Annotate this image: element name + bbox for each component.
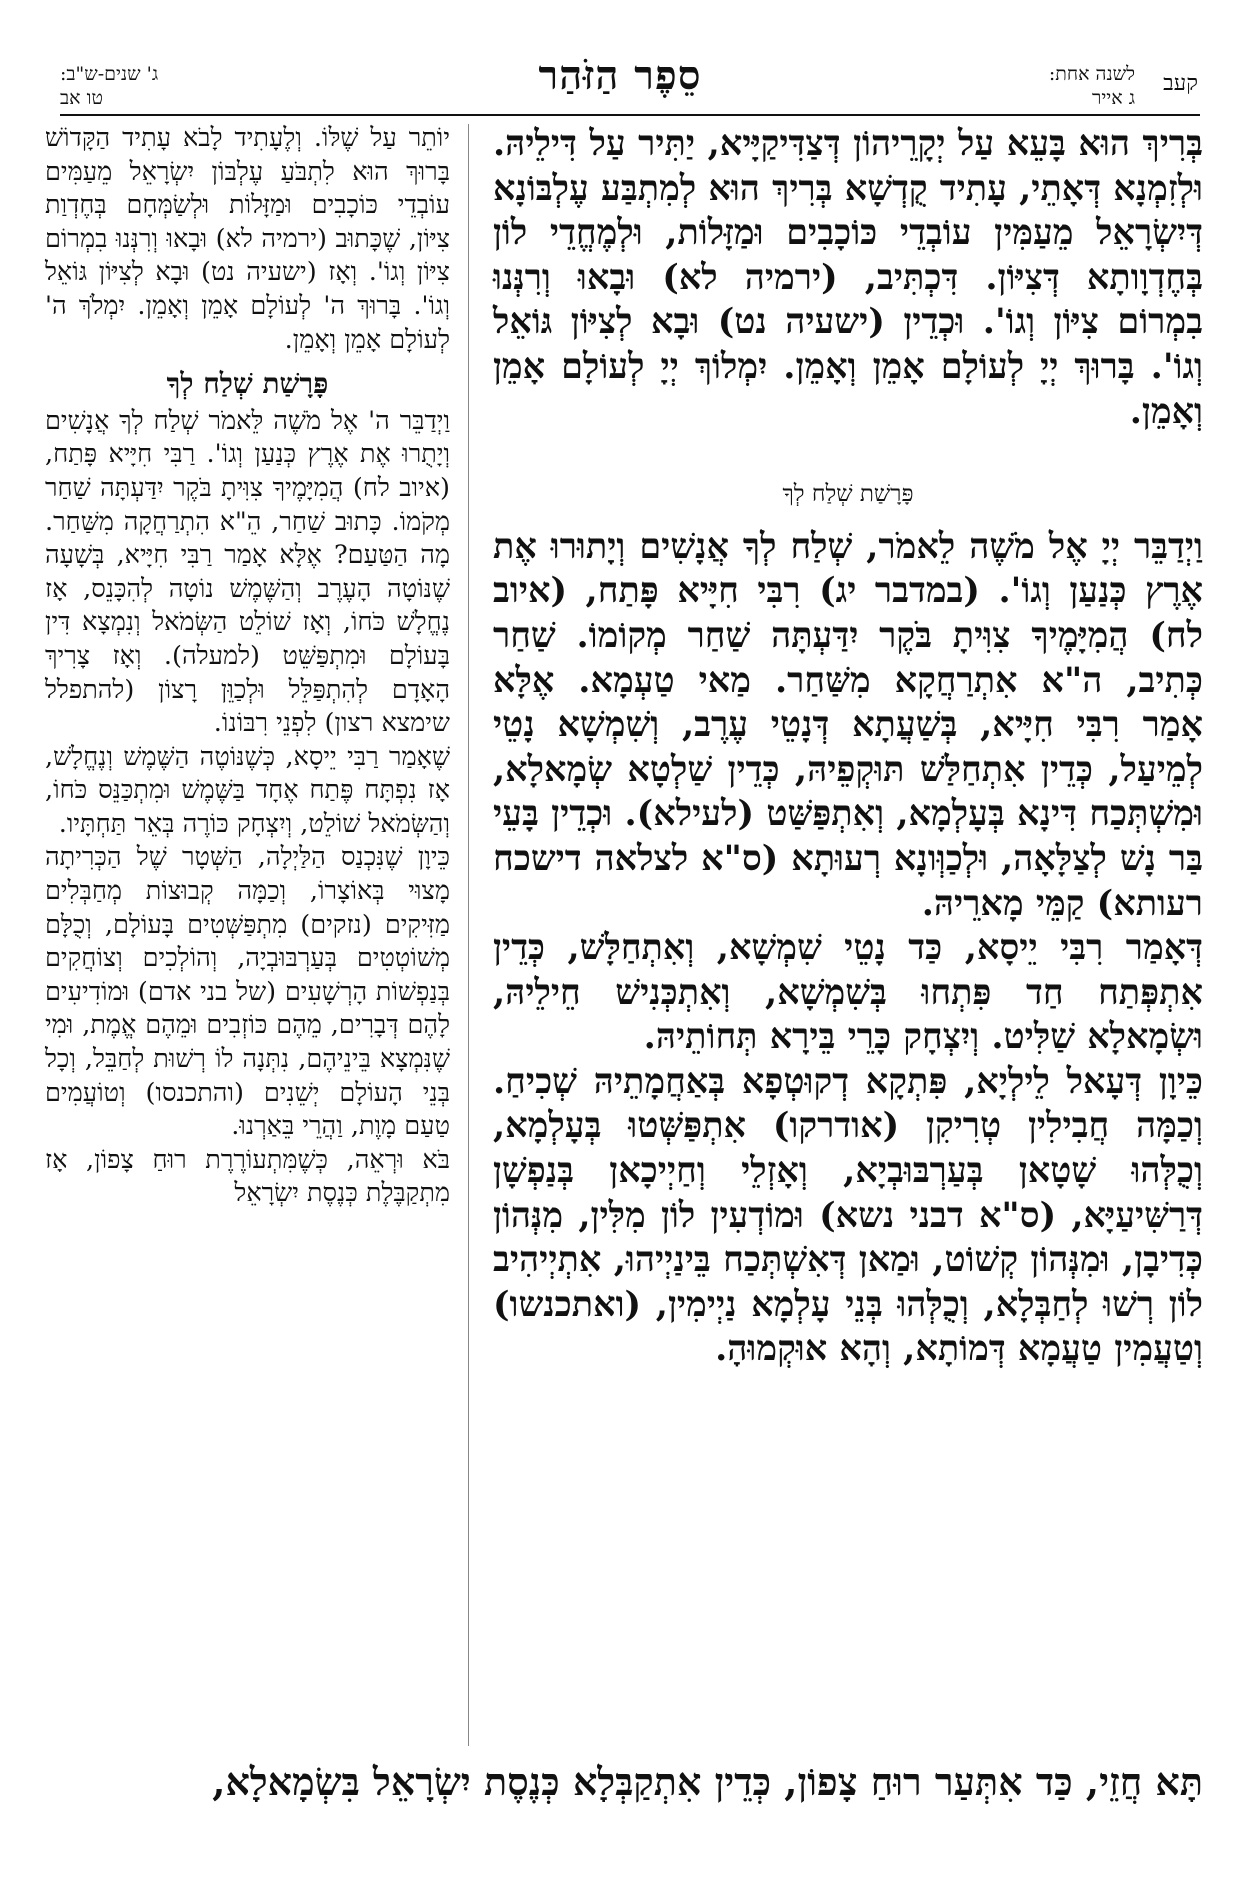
side-paragraph-4: כֵּיוָן שֶׁנִּכְנַס הַלַּיְלָה, הַשְּׁטָר שֶׁל הַכְּרִיתָה מָצוּי בְּאוֹצָרוֹ, וְכַמָּה קְבוּצוֹת מְחַבְּלִים מַזִּיקִים (נזקים) מִתְפַּשְּׁטִים בָּעוֹלָם, וְכֻלָּם מְשׁוֹטְטִים בְּעַרְבּוּבְיָה, וְהוֹלְכִים וְצוֹחֲקִים בְּנַפְשׁוֹת הָרְשָׁעִים (של בני אדם) וּמוֹדִיעִים לָהֶם דְּבָרִים, מֵהֶם כּוֹזְבִים וּמֵהֶם אֱמֶת, וּמִי שֶׁנִּמְצָא בֵּינֵיהֶם, נִתְּנָה לוֹ רְשׁוּת לְחַבֵּל, וְכָל בְּנֵי הָעוֹלָם יְשֵׁנִים (והתכנסו) וְטוֹעֲמִים טַעַם מָוֶת, וַהֲרֵי בֵּאַרְנוּ. — [45, 842, 450, 1142]
main-section-title: פָּרָשַׁת שְׁלַח לְךָ — [782, 481, 914, 508]
date-right: ג אייר — [1091, 87, 1135, 109]
main-paragraph-3: דְּאָמַר רִבִּי יֵיסָא, כַּד נָטֵי שִׁמְשָׁא, וְאִתְחַלָּשׁ, כְּדֵין אִתְפְּתַח חַד פִּתְחוּ בְּשִׁמְשָׁא, וְאִתְכְּנִישׁ חֵילֵיהּ, וּשְׂמָאלָא שַׁלִּיט. וְיִצְחָק כָּרֵי בֵּירָא תְּחוֹתֵיהּ. — [493, 927, 1203, 1058]
reading-plan-label-left: ג' שנים-ש"ב: — [60, 63, 159, 85]
translation-column — [45, 122, 450, 1752]
main-paragraph-2: וַיְדַבֵּר יְיָ אֶל מֹשֶׁה לֵאמֹר, שְׁלַח לְךָ אֲנָשִׁים וְיָתוּרוּ אֶת אֶרֶץ כְּנַעַן וְגוֹ'. (במדבר יג) רִבִּי חִיָּיא פָּתַח, (איוב לח) הֲמִיָּמֶיךָ צִוִּיתָ בֹּקֶר יִדַּעְתָּה שַׁחַר מְקוֹמוֹ. שַׁחַר כְּתִיב, ה"א אִתְרַחֲקָא מִשַּׁחַר. מַאי טַעְמָא. אֶלָּא אָמַר רִבִּי חִיָּיא, בְּשַׁעֲתָא דְּנָטֵי עֶרֶב, וְשִׁמְשָׁא נָטֵי לְמֵיעַל, כְּדֵין אִתְחַלַּשׁ תּוּקְפֵיהּ, כְּדֵין שַׁלְטָא שְׂמָאלָא, וּמִשְׁתְּכַח דִּינָא בְּעָלְמָא, וְאִתְפַּשַּׁט (לעילא). וּכְדֵין בָּעֵי בַּר נָשׁ לְצַלָּאָה, וּלְכַוְּונָא רְעוּתָא (ס"א לצלאה דישכח רעותא) קַמֵּי מָארֵיהּ. — [493, 525, 1203, 924]
page-number: קעב — [1163, 71, 1198, 96]
side-section-title: פָּרָשַׁת שְׁלַח לְךָ — [166, 367, 329, 401]
side-paragraph-5: בֹּא וּרְאֵה, כְּשֶׁמִּתְעוֹרֶרֶת רוּחַ צָפוֹן, אָז מִתְקַבֶּלֶת כְּנֶסֶת יִשְׂרָאֵל — [45, 1144, 450, 1209]
column-divider — [468, 124, 469, 1746]
reading-plan-label-right: לשנה אחת: — [1048, 63, 1135, 85]
main-paragraph-1: בְּרִיךְ הוּא בָּעֵא עַל יְקָרֵיהוֹן דְּצַדִּיקַיָּיא, יַתִּיר עַל דִּילֵיהּ. וּלְזִמְנָא דְּאָתֵי, עָתִיד קֻדְשָׁא בְּרִיךְ הוּא לְמִתְבַּע עֶלְבּוֹנָא דְּיִשְׂרָאֵל מֵעַמִּין עוֹבְדֵי כּוֹכָבִים וּמַזָּלוֹת, וּלְמֶחֱדֵי לוֹן בְּחֶדְוָותָא דְּצִיּוֹן. דִּכְתִּיב, (ירמיה לא) וּבָאוּ וְרִנְּנוּ בִמְרוֹם צִיּוֹן וְגוֹ'. וּכְדֵין (ישעיה נט) וּבָא לְצִיּוֹן גּוֹאֵל וְגוֹ'. בָּרוּךְ יְיָ לְעוֹלָם אָמֵן וְאָמֵן. יִמְלוֹךְ יְיָ לְעוֹלָם אָמֵן וְאָמֵן. — [493, 123, 1203, 432]
full-width-closing-line: תָּא חֲזֵי, כַּד אִתְּעַר רוּחַ צָפוֹן, כְּדֵין אִתְקַבְּלָא כְּנֶסֶת יִשְׂרָאֵל בִּשְׂמָאלָא, — [212, 1759, 1203, 1804]
book-title: סֵפֶר הַזֹּהַר — [538, 52, 702, 99]
main-column — [493, 122, 1203, 1752]
side-paragraph-2: וַיְדַבֵּר ה' אֶל מֹשֶׁה לֵּאמֹר שְׁלַח לְךָ אֲנָשִׁים וְיָתֻרוּ אֶת אֶרֶץ כְּנַעַן וְגוֹ'. רַבִּי חִיָּיא פָּתַח, (איוב לח) הֲמִיָּמֶיךָ צִוִּיתָ בֹּקֶר יִדַּעְתָּה שַׁחַר מְקֹמוֹ. כָּתוּב שַׁחַר, הֵ"א הִתְרַחֲקָה מִשַּׁחַר. מָה הַטַּעַם? אֶלָּא אָמַר רַבִּי חִיָּיא, בְּשָׁעָה שֶׁנּוֹטָה הָעֶרֶב וְהַשֶּׁמֶשׁ נוֹטָה לְהִכָּנֵס, אָז נֶחֱלָשׁ כֹּחוֹ, וְאָז שׁוֹלֵט הַשְּׂמֹאל וְנִמְצָא דִּין בָּעוֹלָם וּמִתְפַּשֵּׁט (למעלה). וְאָז צָרִיךְ הָאָדָם לְהִתְפַּלֵּל וּלְכַוֵּן רָצוֹן (להתפלל שימצא רצון) לִפְנֵי רִבּוֹנוֹ. — [45, 405, 450, 739]
header-rule — [60, 114, 1200, 116]
date-left: טו אב — [60, 87, 103, 109]
main-paragraph-4: כֵּיוָן דְּעָאל לֵילְיָא, פִּתְקָא דְקוּטְפָא בְּאַחֲמָתֵיהּ שְׁכִיחַ. וְכַמָּה חֲבִילִין טְרִיקִן (אודרקו) אִתְפַּשְּׁטוּ בְּעָלְמָא, וְכֻלְּהוּ שָׁטָאן בְּעַרְבּוּבְיָא, וְאָזְלֵי וְחַיְיכָאן בְּנַפְשָׁן דְּרַשִּׁיעַיָּא, (ס"א דבני נשא) וּמוֹדְעִין לוֹן מִלִּין, מִנְּהוֹן כְּדִיבָן, וּמִנְּהוֹן קְשׁוֹט, וּמַאן דְּאִשְׁתְּכַח בֵּינַיְיהוּ, אִתְיְיהִיב לוֹן רְשׁוּ לְחַבְּלָא, וְכֻלְּהוּ בְּנֵי עָלְמָא נַיְימִין, (ואתכנשו) וְטַעֲמִין טַעֲמָא דְּמוֹתָא, וְהָא אוּקְמוּהָ. — [493, 1060, 1203, 1370]
side-paragraph-3: שֶׁאָמַר רַבִּי יֵיסָא, כְּשֶׁנּוֹטֶה הַשֶּׁמֶשׁ וְנֶחֱלָשׁ, אָז נִפְתָּח פֶּתַח אֶחָד בַּשֶּׁמֶשׁ וּמִתְכַּנֵּס כֹּחוֹ, וְהַשְּׂמֹאל שׁוֹלֵט, וְיִצְחָק כּוֹרֶה בְּאֵר תַּחְתָּיו. — [45, 741, 450, 839]
side-paragraph-1: יוֹתֵר עַל שֶׁלּוֹ. וְלֶעָתִיד לָבֹא עָתִיד הַקָּדוֹשׁ בָּרוּךְ הוּא לִתְבֹּעַ עֶלְבּוֹן יִשְׂרָאֵל מֵעַמִּים עוֹבְדֵי כּוֹכָבִים וּמַזָּלוֹת וּלְשַׂמְּחָם בְּחֶדְוַת צִיּוֹן, שֶׁכָּתוּב (ירמיה לא) וּבָאוּ וְרִנְּנוּ בִמְרוֹם צִיּוֹן וְגוֹ'. וְאָז (ישעיה נט) וּבָא לְצִיּוֹן גּוֹאֵל וְגוֹ'. בָּרוּךְ ה' לְעוֹלָם אָמֵן וְאָמֵן. יִמְלֹךְ ה' לְעוֹלָם אָמֵן וְאָמֵן. — [45, 123, 450, 355]
